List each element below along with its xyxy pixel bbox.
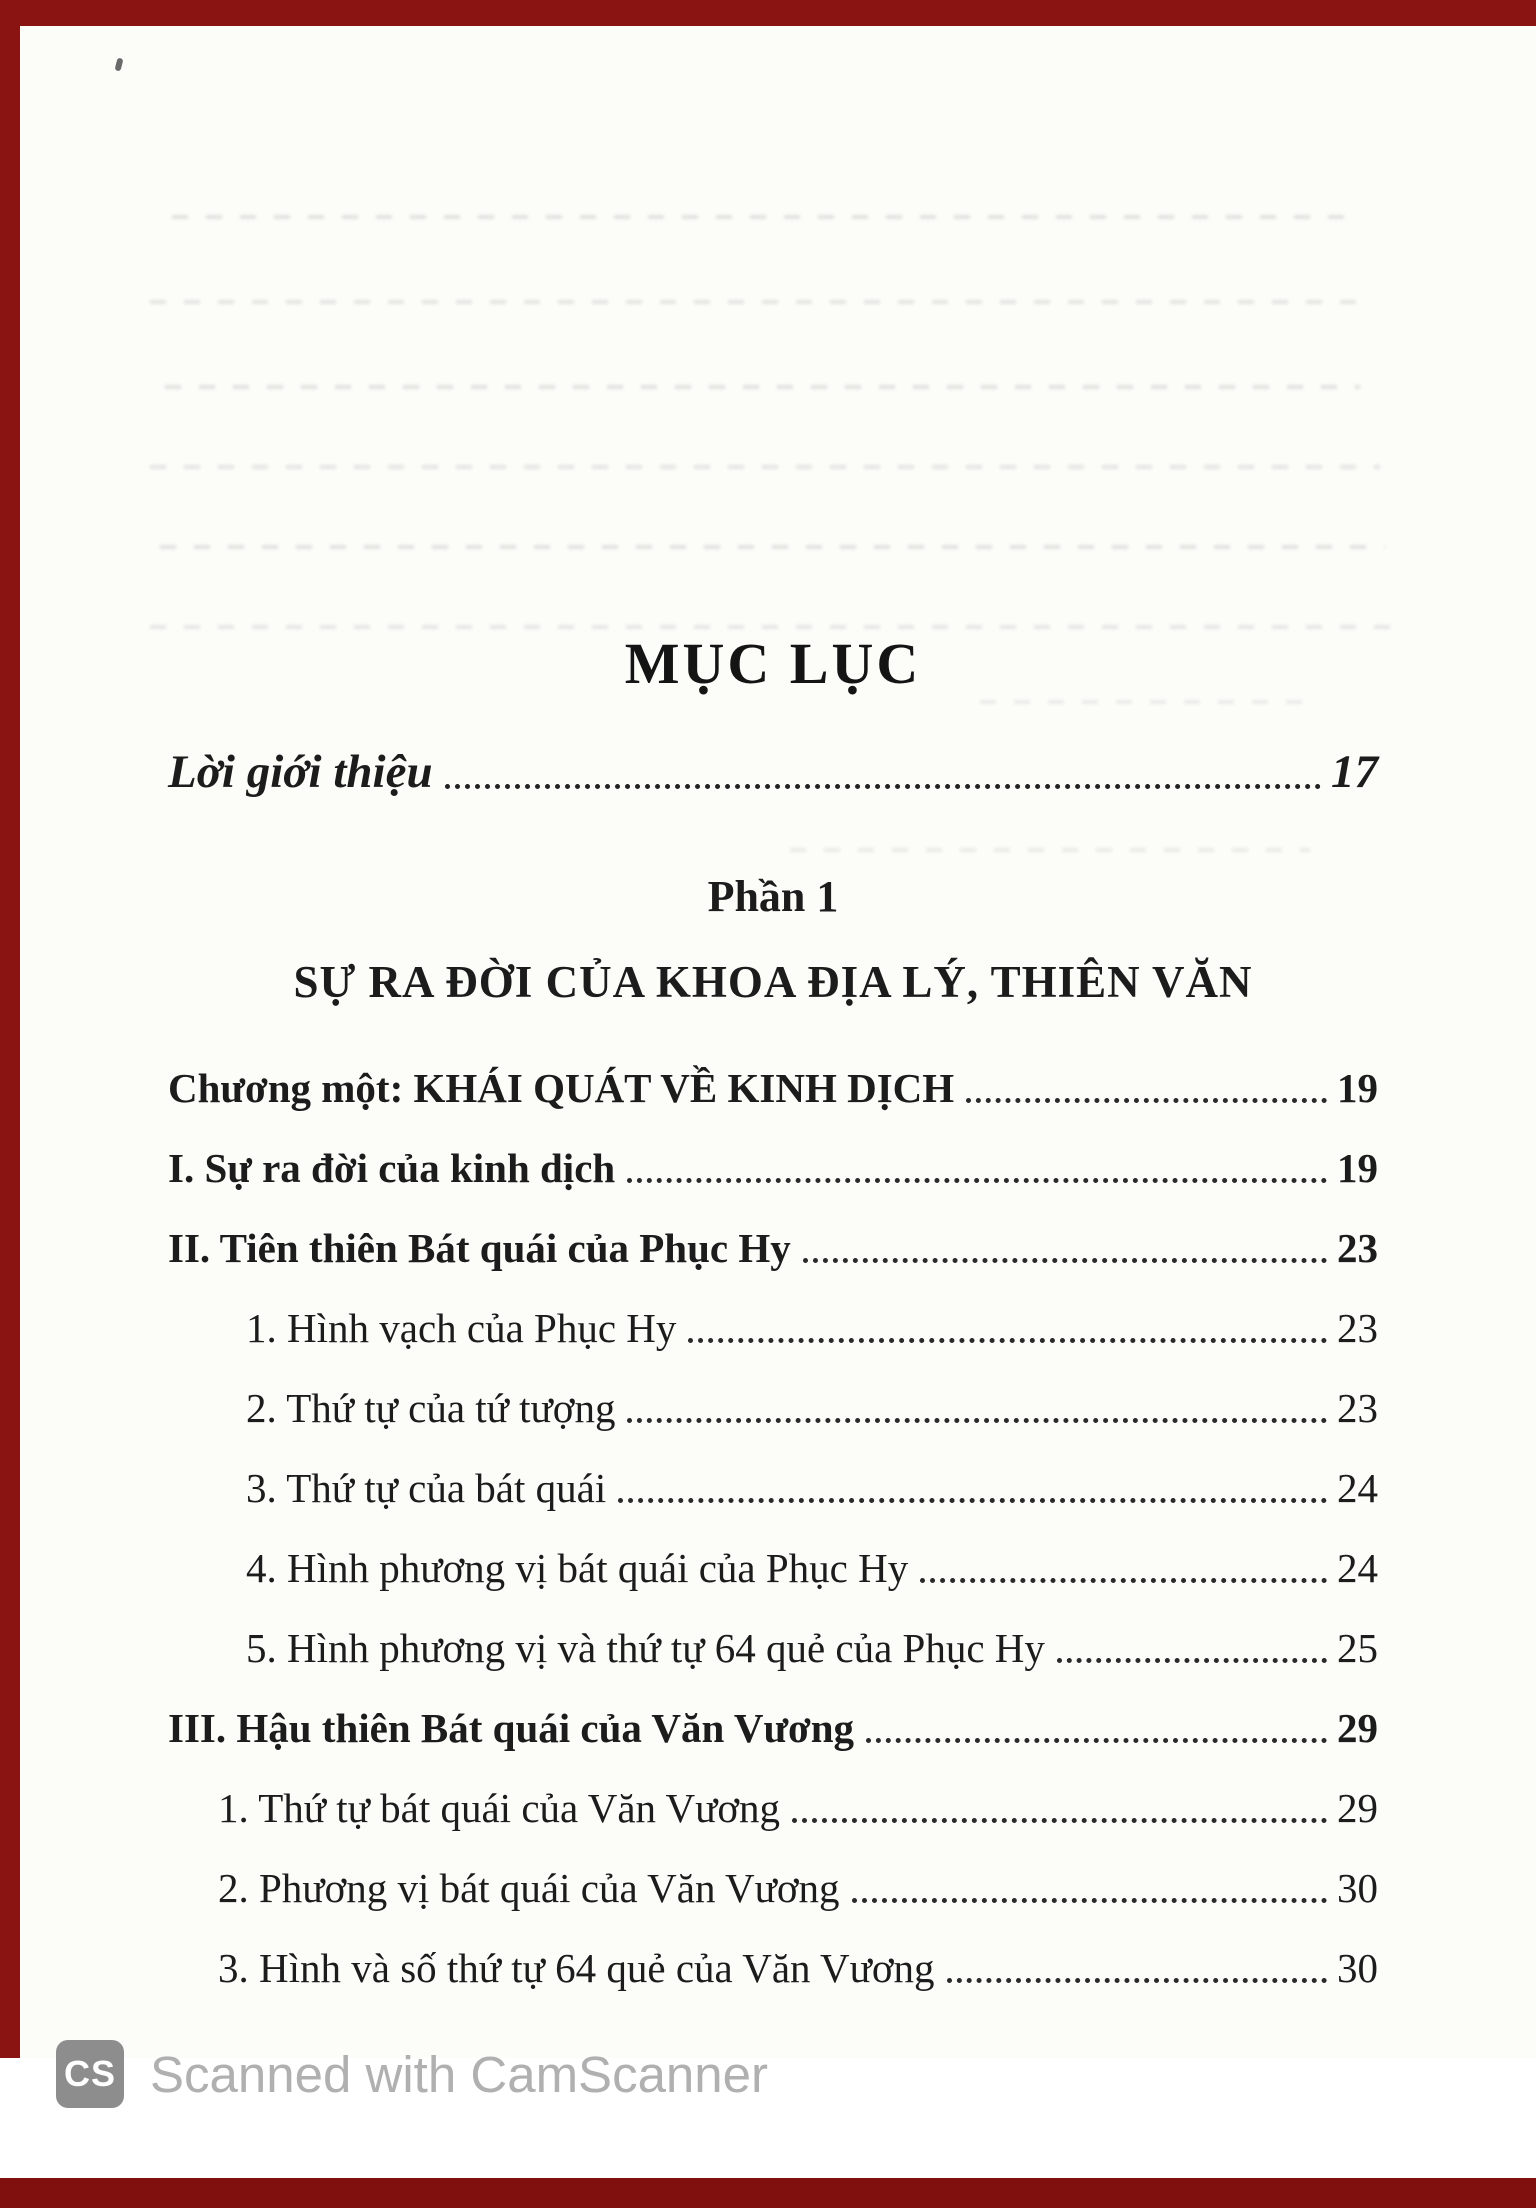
toc-page-number: 24 <box>1337 1545 1378 1591</box>
part-title: Phần 1 <box>707 872 839 921</box>
toc-entry-label: II. Tiên thiên Bát quái của Phục Hy <box>168 1225 791 1271</box>
dot-leader <box>920 1578 1327 1583</box>
toc-entry <box>168 1384 1378 1432</box>
dot-leader <box>627 1418 1327 1423</box>
toc-entry-intro <box>168 745 1378 799</box>
toc-entry-label: Lời giới thiệu <box>168 746 433 798</box>
toc-page-number: 30 <box>1337 1945 1378 1991</box>
toc-entry-label: 1. Hình vạch của Phục Hy <box>246 1305 677 1351</box>
toc-page-number: 23 <box>1337 1225 1378 1271</box>
toc-page-number: 29 <box>1337 1785 1378 1831</box>
scan-border-bottom <box>0 2178 1536 2208</box>
dot-leader <box>688 1338 1327 1343</box>
dot-leader <box>966 1098 1327 1103</box>
toc-content <box>168 0 1378 2024</box>
page-title: MỤC LỤC <box>624 631 922 696</box>
toc-page-number: 17 <box>1331 746 1378 798</box>
scan-border-left <box>0 0 20 2208</box>
toc-entry <box>168 1704 1378 1752</box>
ink-speck <box>115 57 124 71</box>
toc-entry-label: 2. Phương vị bát quái của Văn Vương <box>218 1865 840 1911</box>
toc-entry <box>168 1464 1378 1512</box>
dot-leader <box>852 1898 1327 1903</box>
toc-entry <box>168 1864 1378 1912</box>
toc-entry-label: I. Sự ra đời của kinh dịch <box>168 1145 616 1191</box>
toc-entry <box>168 1144 1378 1192</box>
toc-page-number: 23 <box>1337 1305 1378 1351</box>
toc-page-number: 19 <box>1337 1065 1378 1111</box>
dot-leader <box>792 1818 1327 1823</box>
dot-leader <box>1057 1658 1327 1663</box>
toc-entry-label: 3. Hình và số thứ tự 64 quẻ của Văn Vương <box>218 1945 935 1991</box>
toc-entry-label: III. Hậu thiên Bát quái của Văn Vương <box>168 1705 855 1751</box>
toc-page-number: 25 <box>1337 1625 1378 1671</box>
dot-leader <box>947 1978 1327 1983</box>
toc-page-number: 30 <box>1337 1865 1378 1911</box>
toc-page-number: 29 <box>1337 1705 1378 1751</box>
dot-leader <box>627 1178 1327 1183</box>
watermark-bar <box>0 2046 1536 2178</box>
toc-entry-label: 4. Hình phương vị bát quái của Phục Hy <box>246 1545 909 1591</box>
camscanner-logo-icon <box>56 2040 124 2108</box>
dot-leader <box>803 1258 1327 1263</box>
toc-entry-label: 1. Thứ tự bát quái của Văn Vương <box>218 1785 781 1831</box>
toc-entry <box>168 1064 1378 1112</box>
camscanner-logo-text: CS <box>63 2053 116 2094</box>
toc-entry <box>168 1944 1378 1992</box>
toc-entry <box>168 1624 1378 1672</box>
toc-entry-label: 3. Thứ tự của bát quái <box>246 1465 607 1511</box>
dot-leader <box>445 784 1321 789</box>
watermark-text: Scanned with CamScanner <box>150 2046 769 2103</box>
toc-entry <box>168 1224 1378 1272</box>
toc-entry-label: 5. Hình phương vị và thứ tự 64 quẻ của Phục Hy <box>246 1625 1045 1671</box>
toc-entry <box>168 1304 1378 1352</box>
toc-entry <box>168 1544 1378 1592</box>
dot-leader <box>866 1738 1327 1743</box>
toc-entry <box>168 1784 1378 1832</box>
toc-entries <box>168 1064 1378 1992</box>
toc-entry-label: 2. Thứ tự của tứ tượng <box>246 1385 616 1431</box>
toc-page-number: 23 <box>1337 1385 1378 1431</box>
part-subtitle: SỰ RA ĐỜI CỦA KHOA ĐỊA LÝ, THIÊN VĂN <box>293 957 1253 1007</box>
toc-entry-label: Chương một: KHÁI QUÁT VỀ KINH DỊCH <box>168 1065 955 1111</box>
toc-page-number: 24 <box>1337 1465 1378 1511</box>
toc-page-number: 19 <box>1337 1145 1378 1191</box>
dot-leader <box>618 1498 1327 1503</box>
